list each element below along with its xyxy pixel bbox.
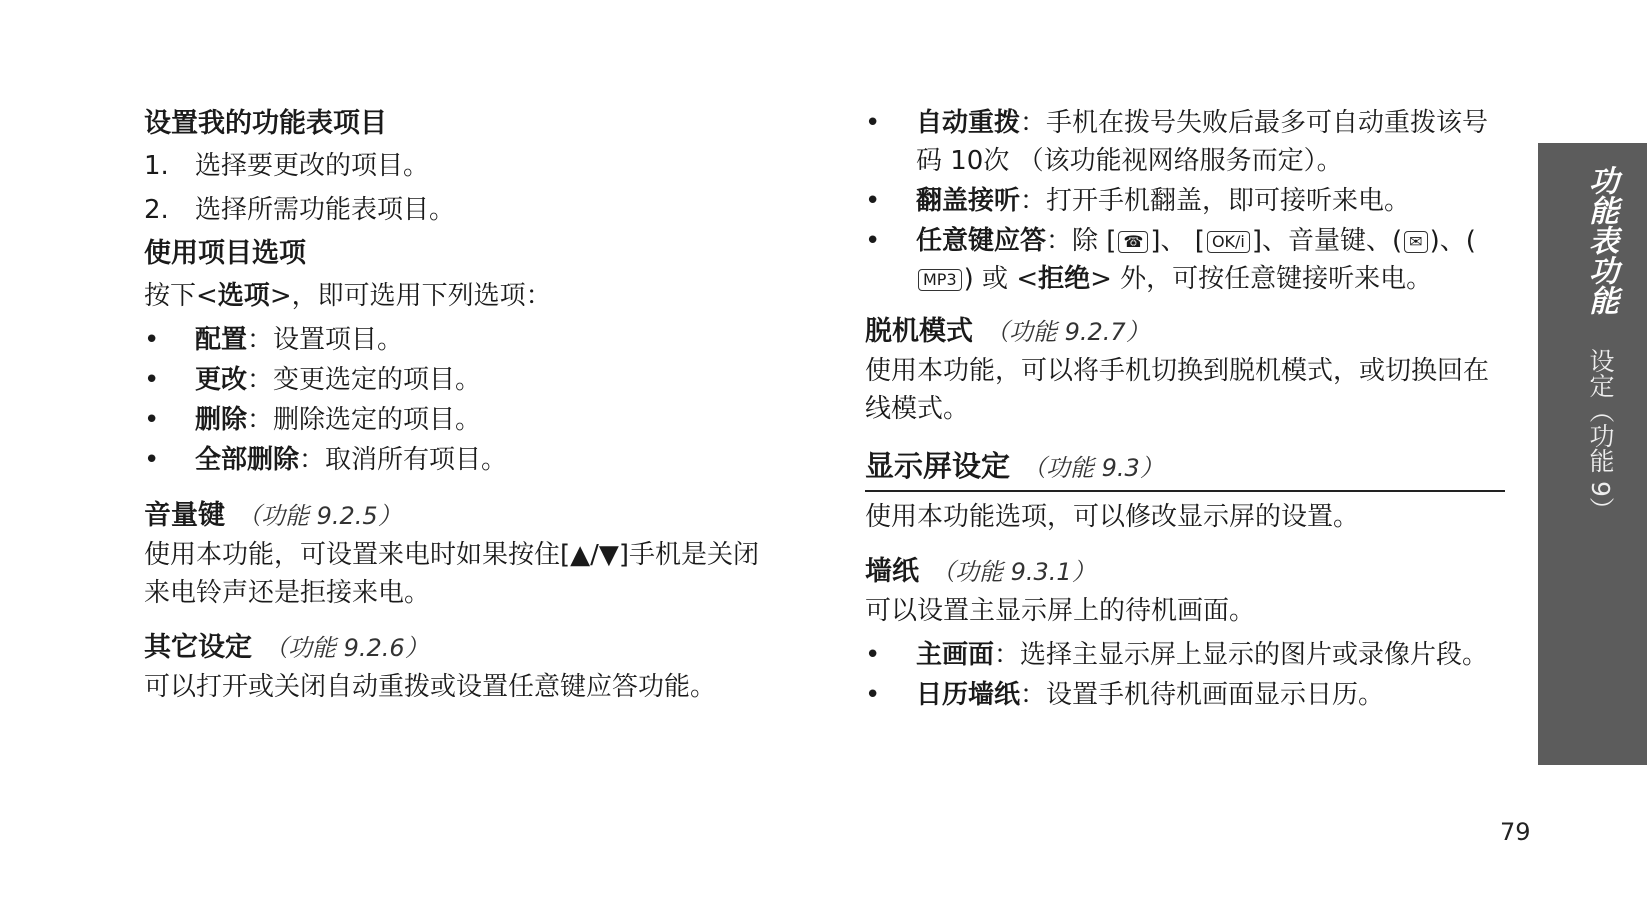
page-number: 79 xyxy=(1500,818,1531,846)
bullet-icon: • xyxy=(144,365,160,395)
list-item: • 更改：变更选定的项目。 xyxy=(144,360,784,400)
heading-item-options: 使用项目选项 xyxy=(144,238,306,269)
left-column xyxy=(144,104,784,706)
list-item: • 全部删除：取消所有项目。 xyxy=(144,440,784,480)
section-divider xyxy=(865,490,1505,492)
message-key-icon: ✉ xyxy=(1404,231,1427,253)
bullet-icon: • xyxy=(144,325,160,355)
other-settings-text: 可以打开或关闭自动重拨或设置任意键应答功能。 xyxy=(144,672,717,702)
bullet-icon: • xyxy=(865,640,881,670)
bullet-icon: • xyxy=(865,680,881,710)
list-item: • 删除：删除选定的项目。 xyxy=(144,400,784,440)
list-item: • 自动重拨：手机在拨号失败后最多可自动重拨该号码 10次 （该功能视网络服务而定）。 xyxy=(865,104,1505,180)
wallpaper-text: 可以设置主显示屏上的待机画面。 xyxy=(865,596,1256,626)
bullet-icon: • xyxy=(144,405,160,435)
side-tab-subtitle: 设定（功能 9） xyxy=(1586,347,1615,522)
list-item: • 翻盖接听：打开手机翻盖，即可接听来电。 xyxy=(865,182,1505,220)
heading-volume-key: 音量键 （功能 9.2.5） xyxy=(144,500,402,531)
heading-wallpaper: 墙纸 （功能 9.3.1） xyxy=(865,556,1096,587)
list-item: • 配置：设置项目。 xyxy=(144,320,784,360)
list-item: • 日历墙纸：设置手机待机画面显示日历。 xyxy=(865,676,1505,714)
bullet-icon: • xyxy=(865,108,881,138)
display-settings-text: 使用本功能选项，可以修改显示屏的设置。 xyxy=(865,502,1360,532)
list-item: • 主画面：选择主显示屏上显示的图片或录像片段。 xyxy=(865,636,1505,674)
press-options-text: 按下<选项>，即可选用下列选项： xyxy=(144,281,552,311)
side-tab-title: 功能表功能 xyxy=(1583,165,1618,315)
ok-info-key-icon: OK/i xyxy=(1207,231,1250,253)
end-call-key-icon: ☎ xyxy=(1118,231,1148,253)
volume-key-text: 使用本功能，可设置来电时如果按住[▲/▼]手机是关闭来电铃声还是拒接来电。 xyxy=(144,540,760,608)
heading-set-my-menu: 设置我的功能表项目 xyxy=(144,108,387,139)
right-column xyxy=(865,104,1505,714)
bullet-icon: • xyxy=(865,186,881,216)
mp3-key-icon: MP3 xyxy=(918,269,962,291)
options-list xyxy=(144,320,784,480)
heading-offline-mode: 脱机模式 （功能 9.2.7） xyxy=(865,316,1150,347)
offline-mode-text: 使用本功能，可以将手机切换到脱机模式，或切换回在线模式。 xyxy=(865,356,1490,424)
step-2: 2. 选择所需功能表项目。 xyxy=(144,195,456,225)
step-1: 1. 选择要更改的项目。 xyxy=(144,151,430,181)
heading-display-settings: 显示屏设定 （功能 9.3） xyxy=(865,449,1164,483)
bullet-icon: • xyxy=(865,226,881,256)
bullet-icon: • xyxy=(144,445,160,475)
list-item: • 任意键应答：除 [ ☎ ]、 [ OK/i ]、音量键、( ✉ )、(MP3 ) 或 <拒绝> 外，可按任意键接听来电。 xyxy=(865,222,1505,298)
heading-other-settings: 其它设定 （功能 9.2.6） xyxy=(144,632,429,663)
chapter-side-tab xyxy=(1538,143,1647,765)
